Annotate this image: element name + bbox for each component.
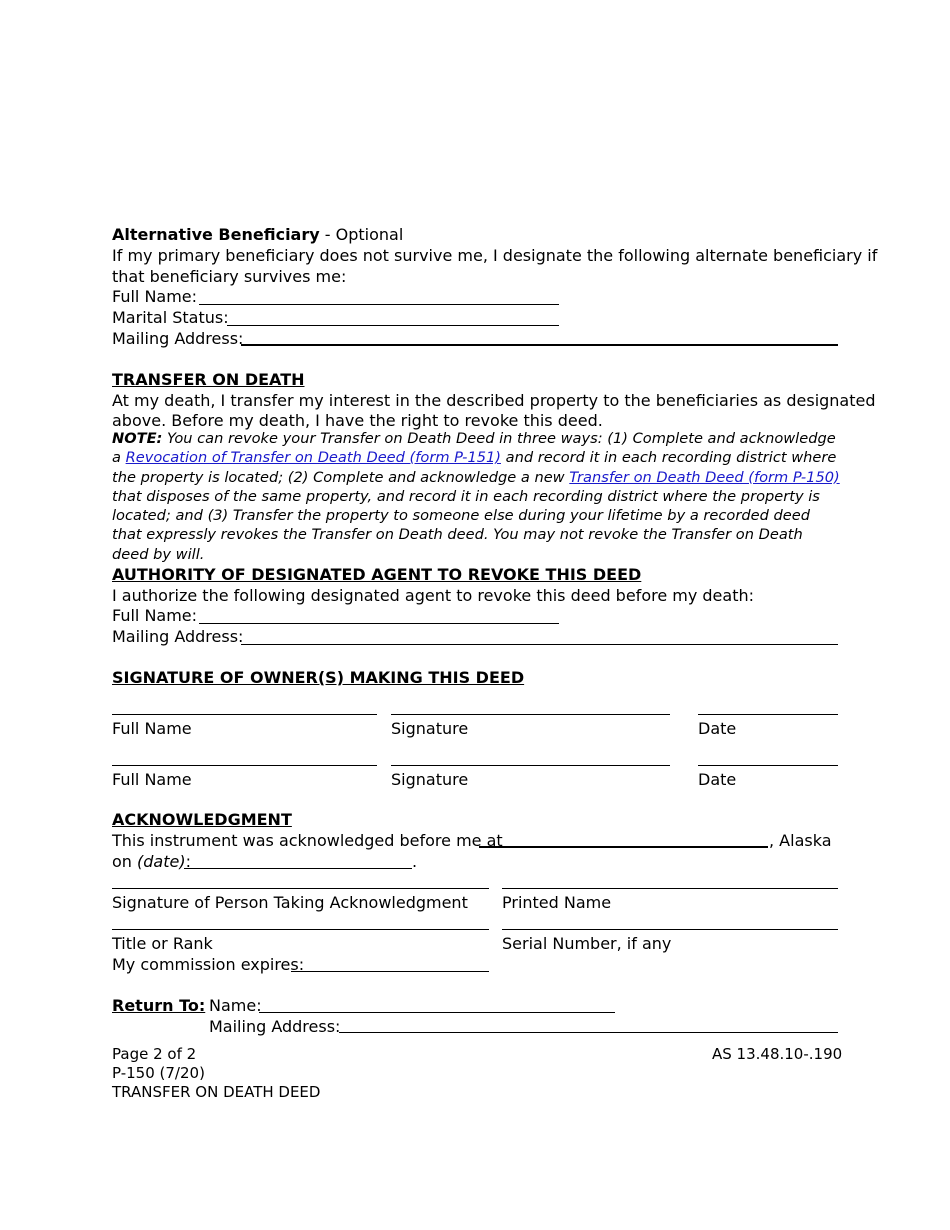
ack-date-field[interactable] — [184, 868, 412, 869]
owner1-date-field[interactable] — [698, 714, 838, 715]
footer-statute: AS 13.48.10-.190 — [712, 1045, 843, 1063]
note-part3: that disposes of the same property, and record it in each recording district where the property is located; and (3) Transfer the property to someone else during your lifetime by a recorded deed that expressly revokes the Transfer on Death deed. You may not revoke the Transfer on Death deed by will. — [112, 487, 820, 563]
owner1-name-label: Full Name — [112, 719, 192, 738]
tod-note — [112, 429, 842, 564]
ack-serial-field[interactable] — [502, 929, 838, 930]
return-name-label: Name: — [209, 996, 262, 1015]
ack-title-field[interactable] — [112, 929, 489, 930]
owner1-signature-field[interactable] — [391, 714, 670, 715]
alt-full-name-field[interactable] — [199, 304, 559, 305]
ack-serial-label: Serial Number, if any — [502, 934, 672, 953]
alt-beneficiary-title: Alternative Beneficiary — [112, 225, 320, 244]
signature-heading: SIGNATURE OF OWNER(S) MAKING THIS DEED — [112, 668, 525, 687]
agent-mailing-field[interactable] — [241, 644, 838, 645]
note-part1: You can revoke your Transfer on Death Deed in three ways: (1) Complete and acknowledge a — [112, 430, 836, 467]
ack-text-line1: This instrument was acknowledged before me at — [112, 831, 503, 850]
ack-commission-label: My commission expires: — [112, 955, 305, 974]
alt-marital-field[interactable] — [227, 325, 559, 326]
revocation-form-link[interactable]: Revocation of Transfer on Death Deed (form P-151) — [125, 449, 501, 467]
owner2-name-field[interactable] — [112, 765, 377, 766]
agent-heading: AUTHORITY OF DESIGNATED AGENT TO REVOKE THIS DEED — [112, 565, 642, 584]
transfer-form-link[interactable]: Transfer on Death Deed (form P-150) — [569, 468, 840, 486]
ack-location-field[interactable] — [479, 846, 768, 848]
agent-text-line1: I authorize the following designated agent to revoke this deed before my death: — [112, 586, 755, 605]
owner2-date-field[interactable] — [698, 765, 838, 766]
owner1-signature-label: Signature — [391, 719, 469, 738]
return-to-label: Return To: — [112, 996, 206, 1015]
owner2-signature-field[interactable] — [391, 765, 670, 766]
ack-date-period: . — [412, 852, 418, 871]
owner2-date-label: Date — [698, 770, 737, 789]
ack-printed-name-field[interactable] — [502, 888, 838, 889]
ack-date-line — [112, 851, 191, 872]
ack-signature-label: Signature of Person Taking Acknowledgment — [112, 893, 468, 912]
owner2-name-label: Full Name — [112, 770, 192, 789]
ack-date-label: (date) — [137, 852, 186, 871]
footer-form-title: TRANSFER ON DEATH DEED — [112, 1083, 321, 1101]
alt-mailing-field[interactable] — [241, 344, 838, 346]
ack-heading: ACKNOWLEDGMENT — [112, 810, 292, 829]
alt-marital-label: Marital Status: — [112, 308, 229, 327]
return-mailing-label: Mailing Address: — [209, 1017, 341, 1036]
ack-date-colon: : — [185, 852, 191, 871]
alt-text-line2: that beneficiary survives me: — [112, 267, 347, 286]
tod-text-line2: above. Before my death, I have the right to revoke this deed. — [112, 411, 603, 430]
note-label: NOTE: — [112, 430, 163, 447]
return-name-field[interactable] — [259, 1012, 615, 1013]
return-mailing-field[interactable] — [339, 1032, 838, 1033]
ack-signature-field[interactable] — [112, 888, 489, 889]
alt-mailing-label: Mailing Address: — [112, 329, 244, 348]
alt-beneficiary-heading — [112, 224, 403, 245]
agent-mailing-label: Mailing Address: — [112, 627, 244, 646]
owner1-date-label: Date — [698, 719, 737, 738]
footer-form-number: P-150 (7/20) — [112, 1064, 205, 1082]
tod-text-line1: At my death, I transfer my interest in the described property to the beneficiaries as designated — [112, 391, 876, 410]
alt-optional-label: - Optional — [319, 225, 404, 244]
tod-heading: TRANSFER ON DEATH — [112, 370, 305, 389]
ack-printed-name-label: Printed Name — [502, 893, 612, 912]
owner2-signature-label: Signature — [391, 770, 469, 789]
ack-alaska-label: , Alaska — [769, 831, 832, 850]
alt-full-name-label: Full Name: — [112, 287, 198, 306]
ack-on-label: on — [112, 852, 138, 871]
agent-full-name-label: Full Name: — [112, 606, 198, 625]
agent-full-name-field[interactable] — [199, 623, 559, 624]
owner1-name-field[interactable] — [112, 714, 377, 715]
alt-text-line1: If my primary beneficiary does not survive me, I designate the following alternate beneficiary if — [112, 246, 878, 265]
ack-commission-field[interactable] — [291, 971, 489, 972]
footer-page-number: Page 2 of 2 — [112, 1045, 197, 1063]
ack-title-label: Title or Rank — [112, 934, 213, 953]
note-part2: and record it in each recording district where the property is located; (2) Complete and acknowledge a new — [112, 449, 837, 486]
